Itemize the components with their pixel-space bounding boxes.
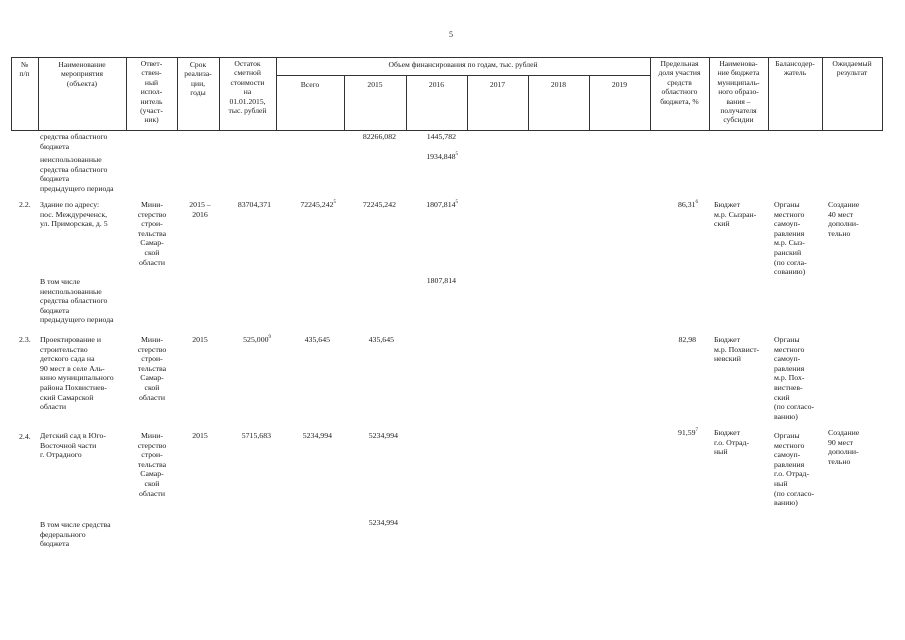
row-2-4-budget: Бюджет г.о. Отрад- ный [714, 428, 750, 457]
header-share: Предельная доля участия средств областного бюджета, % [658, 59, 701, 106]
row-2-2-sub-name: В том числе неиспользованные средства областного бюджета предыдущего периода [40, 277, 114, 325]
header-remaining: Остаток сметной стоимости на 01.01.2015, тыс. рублей [228, 59, 267, 116]
row-2-4-term: 2015 [192, 431, 208, 440]
header-holder: Балансодер- жатель [775, 59, 815, 78]
row-unused-funds-name: неиспользованные средства областного бюджета предыдущего периода [40, 155, 114, 193]
footnote-mark: 5 [455, 152, 458, 157]
row-2-4-total: 5234,994 [302, 431, 332, 440]
header-num: № п/п [19, 60, 30, 79]
row-regional-funds-2015: 82266,082 [362, 132, 396, 141]
row-2-2-holder: Органы местного самоуп- равления м.р. Сыз- ранский (по согла- сованию) [774, 200, 807, 277]
row-2-3-share: 82,98 [678, 335, 696, 344]
row-2-2-result: Создание 40 мест дополни- тельно [828, 200, 860, 238]
row-2-3-total: 435,645 [304, 335, 330, 344]
row-2-3-name: Проектирование и строительство детского сада на 90 мест в селе Аль- кино муниципального района Похвистнев- ский Самарской области [40, 335, 114, 412]
footnote-mark: 7 [695, 428, 698, 433]
footnote-mark: 5 [333, 200, 336, 205]
row-2-2-total: 72245,242$^5$ [300, 200, 336, 209]
row-2-2-term: 2015 – 2016 [189, 200, 211, 219]
header-responsible: Ответ- ствен- ный испол- нитель (участ- ник) [140, 59, 163, 125]
page-number: 5 [449, 30, 453, 39]
row-regional-funds-2016: 1445,782 [426, 132, 456, 141]
row-2-3-remaining: 525,000$^9$ [243, 335, 271, 344]
header-term: Срок реализа- ции, годы [184, 60, 212, 98]
row-2-2-sub-2016: 1807,814 [426, 276, 456, 285]
header-total: Всего [300, 80, 320, 89]
row-2-4-name: Детский сад в Юго- Восточной части г. Отрадного [40, 431, 106, 460]
footnote-mark: 9 [268, 335, 271, 340]
row-2-3-num: 2.3. [19, 335, 31, 344]
row-2-4-sub-2015: 5234,994 [368, 518, 398, 527]
row-2-2-2016: 1807,814$^5$ [426, 200, 458, 209]
footnote-mark: 6 [695, 200, 698, 205]
header-2019: 2019 [611, 80, 628, 89]
row-2-3-responsible: Мини- стерство строи- тельства Самар- ской области [137, 335, 167, 402]
row-2-4-num: 2.4. [19, 432, 31, 441]
row-2-4-responsible: Мини- стерство строи- тельства Самар- ской области [137, 431, 167, 498]
row-2-2-share: 86,31$^6$ [677, 200, 698, 209]
row-2-2-num: 2.2. [19, 200, 31, 209]
row-2-2-responsible: Мини- стерство строи- тельства Самар- ской области [137, 200, 167, 267]
row-2-2-budget: Бюджет м.р. Сызран- ский [714, 200, 757, 229]
row-2-4-holder: Органы местного самоуп- равления г.о. Отрад- ный (по согласо- ванию) [774, 431, 815, 508]
row-unused-funds-2016: 1934,848$^5$ [426, 152, 458, 161]
header-name: Наименование мероприятия (объекта) [58, 60, 106, 88]
header-2018: 2018 [550, 80, 567, 89]
row-2-4-result: Создание 90 мест дополни- тельно [828, 428, 860, 466]
row-2-4-remaining: 5715,683 [241, 431, 271, 440]
row-2-2-2015: 72245,242 [362, 200, 396, 209]
header-funding: Объем финансирования по годам, тыс. рублей [388, 60, 538, 69]
header-result: Ожидаемый результат [832, 59, 872, 78]
header-2016: 2016 [428, 80, 445, 89]
row-2-2-remaining: 83704,371 [237, 200, 271, 209]
row-2-4-sub-name: В том числе средства федерального бюджета [40, 520, 111, 549]
row-2-3-term: 2015 [192, 335, 208, 344]
header-budget: Наименова- ние бюджета муниципаль- ного образо- вания – получателя субсидии [717, 59, 760, 125]
row-2-4-2015: 5234,994 [368, 431, 398, 440]
row-2-3-budget: Бюджет м.р. Похвист- невский [714, 335, 760, 364]
row-2-4-share: 91,59$^7$ [677, 428, 698, 437]
footnote-mark: 5 [455, 200, 458, 205]
row-2-3-2015: 435,645 [368, 335, 394, 344]
row-2-3-holder: Органы местного самоуп- равления м.р. Пох- вистнев- ский (по согласо- ванию) [774, 335, 815, 421]
row-2-2-name: Здание по адресу: пос. Междуреченск, ул. Приморская, д. 5 [40, 200, 108, 229]
header-2017: 2017 [489, 80, 506, 89]
header-2015: 2015 [367, 80, 383, 89]
row-regional-funds-name: средства областного бюджета [40, 132, 108, 151]
